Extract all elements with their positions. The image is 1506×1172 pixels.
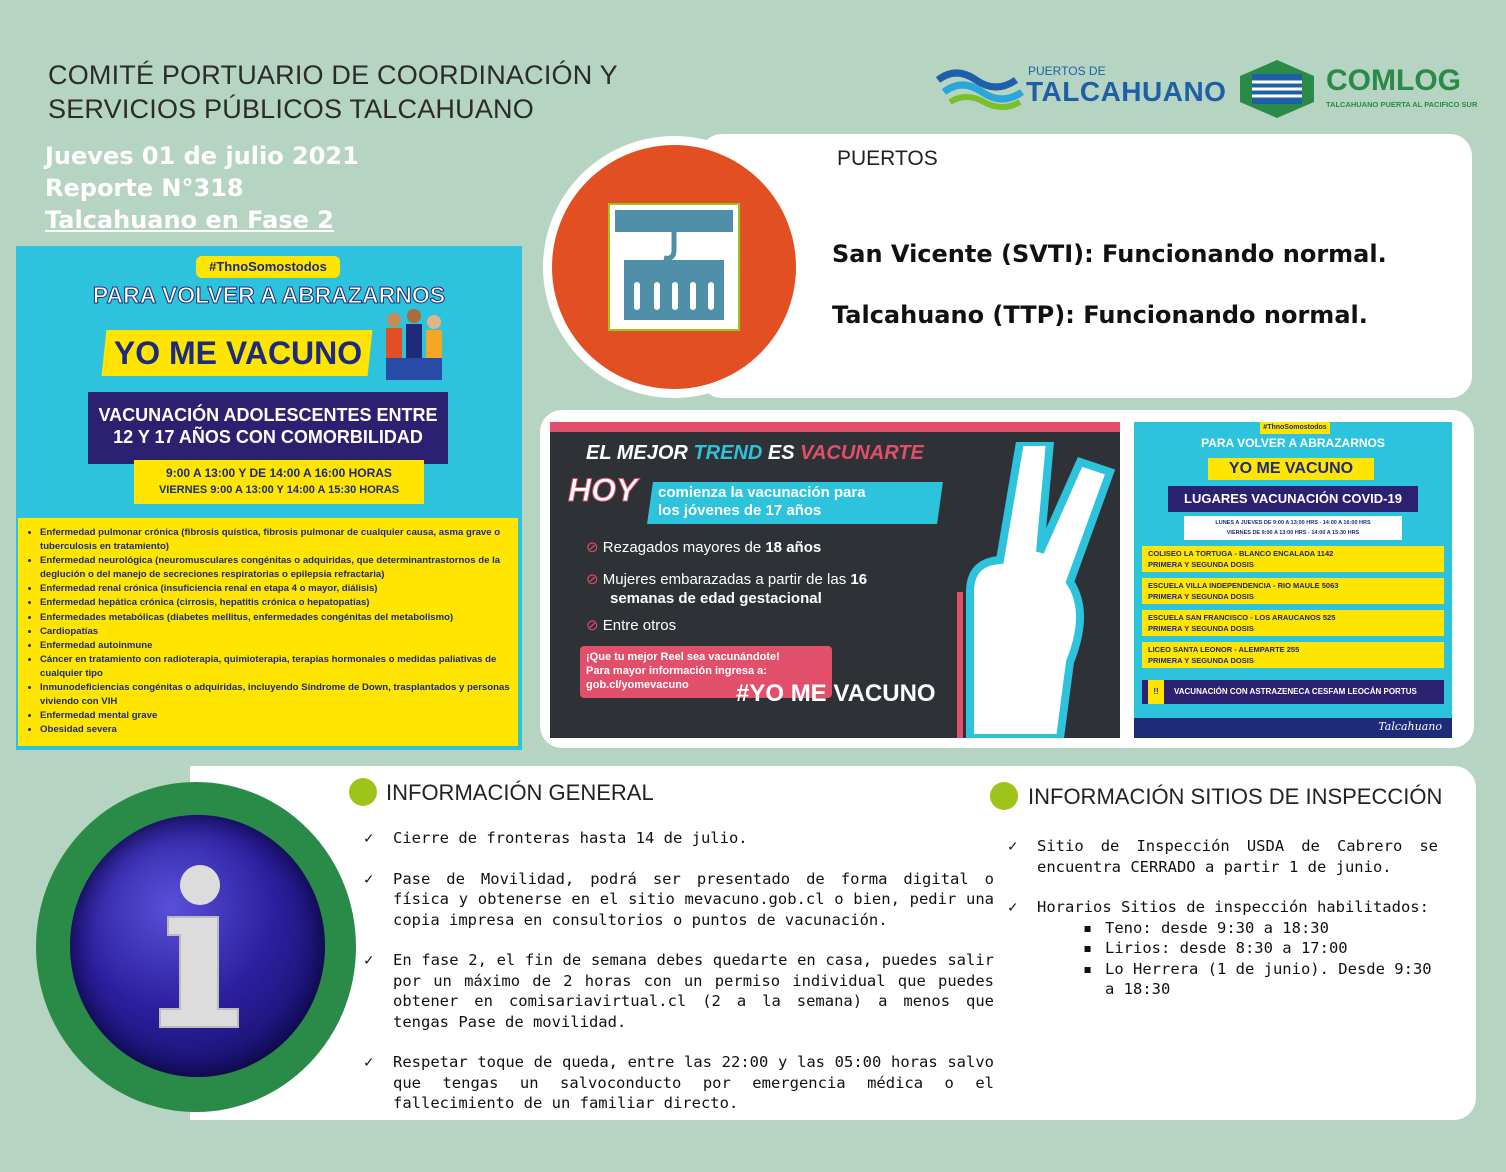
condition-item: • Inmunodeficiencias congénitas o adquiridas, incluyendo Síndrome de Down, trasplantados y personas viviendo con VIH [40,681,510,709]
vaccination-place-name: ESCUELA SAN FRANCISCO - LOS ARAUCANOS 525 [1148,613,1336,622]
vaccination-place-name: COLISEO LA TORTUGA - BLANCO ENCALADA 1142 [1148,549,1334,558]
logo-comlog-text: COMLOG [1326,64,1461,97]
poster3-line1: PARA VOLVER A ABRAZARNOS [1201,436,1385,450]
condition-item: • Enfermedad renal crónica (insuficiencia renal en etapa 4 o mayor, diálisis) [40,582,510,596]
family-illustration-icon [380,306,450,382]
poster2-item1a: Rezagados mayores de [602,539,766,556]
info-inspeccion-item [1008,897,1438,1000]
alert-icon: !! [1148,680,1164,704]
vaccination-poster-trend [550,422,1120,738]
poster2-reel2: Para mayor información ingresa a: [586,665,767,677]
poster1-conditions-box [18,518,518,746]
check-icon: ✓ [1008,898,1018,916]
info-general-item-text: En fase 2, el fin de semana debes quedarte en casa, puedes salir por un máximo de 2 horas con un permiso individual que puedes obtener en comisariavirtual.cl (2 a la semana) a menos que tengas Pase de movilidad. [393,951,994,1031]
poster2-starts-line1: comienza la vacunación para [658,484,866,501]
port-crane-container-icon [607,202,741,332]
condition-item: • Enfermedad pulmonar crónica (fibrosis quística, fibrosis pulmonar de cualquier causa, asma grave o tuberculosis en tratamiento) [40,526,510,554]
inspection-site [1077,918,1438,939]
phase-status: Talcahuano en Fase 2 [45,206,334,234]
info-inspeccion-item [1008,836,1438,877]
logo-puertos-big: TALCAHUANO [1026,76,1227,107]
info-general-item [364,869,994,931]
poster2-title [586,442,924,465]
puertos-label: PUERTOS [837,147,938,170]
square-bullet-icon: ▪ [1083,918,1093,937]
poster1-heading1: VACUNACIÓN ADOLESCENTES ENTRE [98,405,438,425]
square-bullet-icon: ▪ [1083,939,1093,957]
comlog-emblem-icon [1238,58,1316,120]
check-icon: ✓ [364,1053,374,1071]
condition-item: • Enfermedad autoinmune [40,639,510,653]
vaccination-place-doses: PRIMERA Y SEGUNDA DOSIS [1148,656,1254,665]
check-icon: ✓ [364,829,374,847]
vaccination-place [1142,610,1444,636]
poster2-reel3: gob.cl/yomevacuno [586,679,689,691]
inspection-site [1077,938,1438,959]
vaccination-place-name: ESCUELA VILLA INDEPENDENCIA - RIO MAULE 5063 [1148,581,1339,590]
poster1-hours-box [134,460,424,504]
info-general-item [364,1052,994,1114]
poster1-line2: YO ME VACUNO [113,335,363,371]
poster1-hours2: VIERNES 9:00 A 13:00 Y 14:00 A 15:30 HORAS [158,484,400,496]
vaccination-place-doses: PRIMERA Y SEGUNDA DOSIS [1148,592,1254,601]
poster3-alert-text: VACUNACIÓN CON ASTRAZENECA CESFAM LEOCÁN PORTUS [1174,687,1417,696]
poster1-hashtag: #ThnoSomostodos [196,256,340,278]
poster2-title-c: ES [762,442,801,464]
syringe-icon: ⊘ [586,539,599,556]
comlog-logo [1238,58,1478,120]
poster2-title-b: TREND [693,442,763,464]
inspection-sites-list [1037,918,1438,1000]
poster2-item1b: 18 años [765,539,822,556]
vaccination-place [1142,578,1444,604]
condition-item: • Enfermedad neurológica (neuromusculares congénitas o adquiridas, que determinantrastornos de la deglución o del manejo de secreciones respiratorias o epilepsia refractaria) [40,554,510,582]
poster2-hashtag [736,680,936,708]
condition-item: • Cardiopatías [40,625,510,639]
syringe-icon: ⊘ [586,571,599,588]
vaccination-places-poster [1134,422,1452,738]
inspection-site-text: Lirios: desde 8:30 a 17:00 [1105,939,1348,957]
square-bullet-icon: ▪ [1083,959,1093,978]
puertos-talcahuano-logo [936,62,1227,112]
info-general-item-text: Pase de Movilidad, podrá ser presentado de forma digital o física y obtenerse en el sitio mevacuno.gob.cl o bien, pedir una copia impresa en consultorios o puntos de vacunación. [393,869,994,929]
poster2-item3 [586,616,676,634]
section-dot-icon [990,782,1018,810]
condition-item: • Obesidad severa [40,723,510,737]
syringe-icon: ⊘ [586,617,599,634]
organization-title-line2: SERVICIOS PÚBLICOS TALCAHUANO [48,94,534,124]
organization-title [48,58,618,126]
poster2-hashtag-a: #YO ME [736,680,834,707]
port-status-ttp: Talcahuano (TTP): Funcionando normal. [832,301,1368,329]
puertos-badge [543,136,805,398]
poster3-footer [1134,718,1452,738]
poster3-alert [1142,680,1444,704]
poster2-top-stripe [550,422,1120,432]
poster2-item1 [586,538,821,556]
poster2-reel1: ¡Que tu mejor Reel sea vacunándote! [586,651,780,663]
poster2-hashtag-b: VACUNO [833,680,936,707]
info-general-title: INFORMACIÓN GENERAL [386,780,654,805]
peace-hand-icon [930,442,1120,738]
logo-comlog-tagline: TALCAHUANO PUERTA AL PACIFICO SUR [1326,100,1478,109]
condition-item: • Cáncer en tratamiento con radioterapia, quimioterapia, terapias hormonales o medidas paliativas de cualquier tipo [40,653,510,681]
check-icon: ✓ [364,869,374,888]
poster2-item2 [586,570,867,608]
poster2-item2a: Mujeres embarazadas a partir de las [602,571,851,588]
info-general-item-text: Cierre de fronteras hasta 14 de julio. [393,829,748,847]
inspection-site-text: Teno: desde 9:30 a 18:30 [1105,918,1329,937]
vaccination-place-doses: PRIMERA Y SEGUNDA DOSIS [1148,624,1254,633]
poster2-title-d: VACUNARTE [800,442,924,464]
poster3-line2: YO ME VACUNO [1208,458,1374,480]
condition-item: • Enfermedades metabólicas (diabetes mellitus, enfermedades congénitas del metabolismo) [40,611,510,625]
vaccination-place-doses: PRIMERA Y SEGUNDA DOSIS [1148,560,1254,569]
poster2-starts [658,484,866,520]
poster2-starts-line2: los jóvenes de 17 años [658,502,822,519]
poster2-title-a: EL MEJOR [586,442,694,464]
condition-item: • Enfermedad mental grave [40,709,510,723]
info-inspeccion-title: INFORMACIÓN SITIOS DE INSPECCIÓN [1028,784,1443,809]
poster2-item2b: 16 [850,571,868,588]
info-glyph [138,861,258,1031]
poster2-item2c: semanas de edad gestacional [610,590,822,607]
info-general-item [364,828,994,849]
vaccination-place [1142,546,1444,572]
poster1-heading-box [88,392,448,464]
inspection-site [1077,959,1438,1000]
poster1-hours1: 9:00 A 13:00 Y DE 14:00 A 16:00 HORAS [166,466,392,480]
info-general-item [364,950,994,1032]
vaccination-place-name: LICEO SANTA LEONOR - ALEMPARTE 255 [1148,645,1300,654]
condition-item: • Enfermedad hepática crónica (cirrosis, hepatitis crónica o hepatopatías) [40,596,510,610]
info-inspeccion-item-text: Sitio de Inspección USDA de Cabrero se encuentra CERRADO a partir 1 de junio. [1037,837,1438,876]
poster1-conditions-list [18,526,518,737]
waves-icon [936,62,1026,112]
inspection-site-text: Lo Herrera (1 de junio). Desde 9:30 a 18:30 [1105,959,1432,998]
poster3-hours [1184,516,1402,540]
poster3-hashtag: #ThnoSomostodos [1260,422,1330,434]
port-status-svti: San Vicente (SVTI): Funcionando normal. [832,240,1387,268]
section-dot-icon [349,778,377,806]
report-info [45,140,359,236]
report-number: Reporte N°318 [45,174,244,202]
check-icon: ✓ [1008,837,1018,855]
info-inspeccion-list [1008,836,1438,1020]
poster1-line1: PARA VOLVER A ABRAZARNOS [92,282,446,308]
poster2-item3-text: Entre otros [602,617,677,634]
info-general-list [364,828,994,1134]
organization-title-line1: COMITÉ PORTUARIO DE COORDINACIÓN Y [48,60,618,90]
info-inspeccion-item-text: Horarios Sitios de inspección habilitados: [1037,898,1429,916]
check-icon: ✓ [364,951,374,969]
vaccination-place [1142,642,1444,668]
info-general-item-text: Respetar toque de queda, entre las 22:00 y las 05:00 horas salvo que tengas un salvoconducto por emergencia médica o el fallecimiento de un familiar directo. [393,1053,994,1112]
poster2-hoy: HOY [568,472,638,508]
poster3-hours1: LUNES A JUEVES DE 9:00 A 13:00 HRS - 14:00 A 16:00 HRS [1215,520,1371,526]
logo-puertos-small: PUERTOS DE [1028,64,1106,78]
info-icon [70,815,325,1077]
poster1-heading2: 12 Y 17 AÑOS CON COMORBILIDAD [113,427,423,447]
report-date: Jueves 01 de julio 2021 [45,142,359,170]
poster3-title: LUGARES VACUNACIÓN COVID-19 [1168,486,1418,512]
poster3-hours2: VIERNES DE 9:00 A 13:00 HRS - 14:00 A 15:30 HRS [1226,530,1360,536]
poster3-brand: Talcahuano [1378,720,1442,733]
